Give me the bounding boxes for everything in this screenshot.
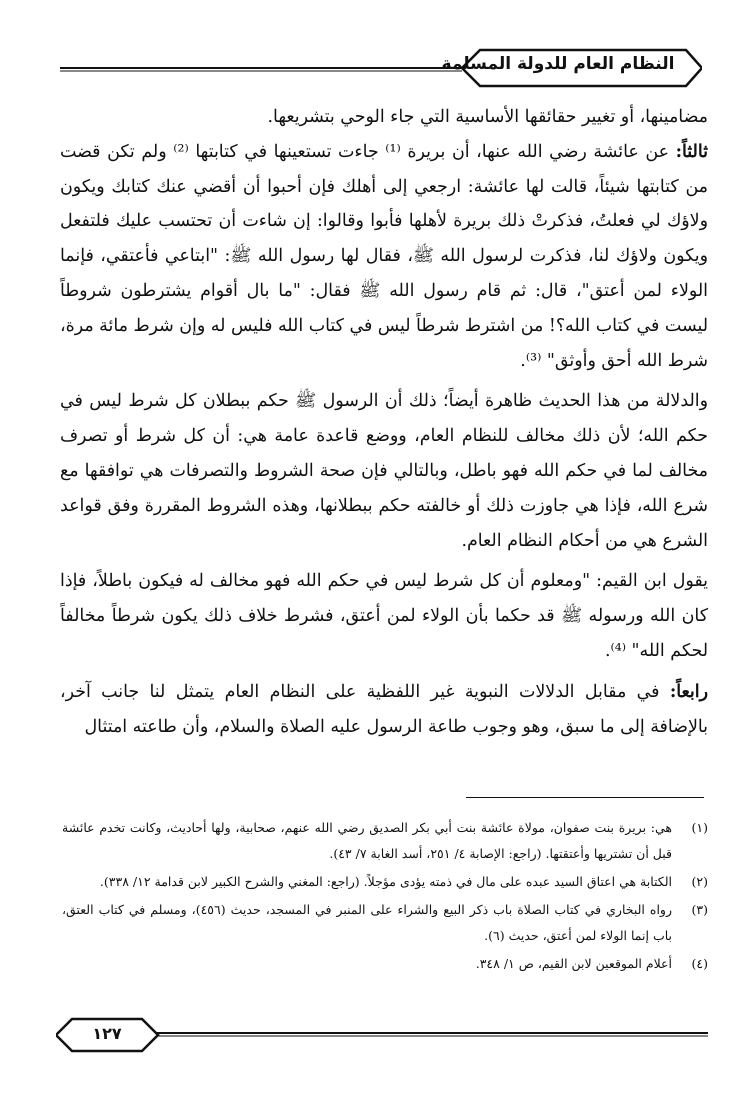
paragraph-thirdly: ثالثاً: عن عائشة رضي الله عنها، أن بريرة ⁽¹⁾ جاءت تستعينها في كتابتها ⁽²⁾ ولم تكن قضت من كتابتها شيئاً، قالت لها عائشة: ارجعي إلى أهلك فإن أحبوا أن أقضي عنك كتابك ويكون ولاؤك لي فعلتُ، فذكرتْ ذلك بريرة لأهلها فأبوا وقالوا: إن شاءت أن تحتسب عليك فلتفعل ويكون ولاؤك لنا، فذكرت لرسول الله ﷺ، فقال لها رسول الله ﷺ: "ابتاعي فأعتقي، فإنما الولاء لمن أعتق"، قال: ثم قام رسول الله ﷺ فقال: "ما بال أقوام يشترطون شروطاً ليست في كتاب الله؟! من اشترط شرطاً ليس في كتاب الله فليس له وإن شرط مائة مرة، شرط الله أحق وأوثق" ⁽³⁾. (60, 141, 708, 371)
paragraph: والدلالة من هذا الحديث ظاهرة أيضاً؛ ذلك أن الرسول ﷺ حكم ببطلان كل شرط ليس في حكم الله؛ لأن ذلك مخالف للنظام العام، ووضع قاعدة عامة هي: أن كل شرط أو تصرف مخالف لما في حكم الله فهو باطل، وبالتالي فإن صحة الشروط والتصرفات هي توافقها مع شرع الله، فإذا هي جاوزت ذلك أو خالفته حكم ببطلانها، وهذه الشروط المقررة وفق قواعد الشرع هي من أحكام النظام العام. (60, 391, 708, 551)
footnote-1 (62, 815, 708, 867)
paragraph: مضامينها، أو تغيير حقائقها الأساسية التي جاء الوحي بتشريعها. (267, 107, 708, 127)
footer-frame (56, 1015, 708, 1055)
main-text (60, 100, 708, 744)
footnote-text: هي: بريرة بنت صفوان، مولاة عائشة بنت أبي بكر الصديق رضي الله عنهم، صحابية، ولها أحاديث، وكانت تخدم عائشة قبل أن تشتريها وأعتقتها. (راجع: الإصابة ٤/ ٢٥١، أسد الغابة ٧/ ٤٣). (62, 820, 672, 861)
footnotes (62, 815, 708, 979)
footnote-text: الكتابة هي اعتاق السيد عبده على مال في ذمته يؤدى مؤجلاً. (راجع: المغني والشرح الكبير لابن قدامة ١٢/ ٣٣٨). (99, 874, 672, 889)
footnote-2 (62, 869, 708, 895)
footnote-3 (62, 897, 708, 949)
footnote-number: (٢) (691, 874, 708, 889)
footnote-number: (٤) (691, 956, 708, 971)
footnote-4 (62, 951, 708, 977)
paragraph-fourthly: رابعاً: في مقابل الدلالات النبوية غير اللفظية على النظام العام يتمثل لنا جانب آخر، بالإضافة إلى ما سبق، وهو وجوب طاعة الرسول عليه الصلاة والسلام، وأن طاعته امتثال (60, 681, 708, 737)
footnote-separator (466, 797, 704, 798)
footnote-text: رواه البخاري في كتاب الصلاة باب ذكر البيع والشراء على المنبر في المسجد، حديث (٤٥٦)، ومسلم في كتاب العتق، باب إنما الولاء لمن أعتق، حديث (٦). (62, 902, 673, 943)
running-header (60, 44, 702, 92)
page-number: ١٢٧ (92, 1024, 122, 1043)
footnote-number: (٣) (691, 902, 708, 917)
footnote-number: (١) (691, 820, 708, 835)
paragraph-label: ثالثاً: (675, 141, 708, 162)
paragraph-quote-ibn-qayyim: يقول ابن القيم: "ومعلوم أن كل شرط ليس في حكم الله فهو مخالف له فيكون باطلاً، فإذا كان الله ورسوله ﷺ قد حكما بأن الولاء لمن أعتق، فشرط خلاف ذلك يكون شرطاً مخالفاً لحكم الله" ⁽⁴⁾. (60, 571, 708, 661)
page-footer (56, 1015, 708, 1055)
running-header-title: النظام العام للدولة المسلمة (441, 54, 675, 74)
footnote-text: أعلام الموقعين لابن القيم، ص ١/ ٣٤٨. (475, 956, 672, 971)
paragraph-label: رابعاً: (669, 681, 708, 702)
